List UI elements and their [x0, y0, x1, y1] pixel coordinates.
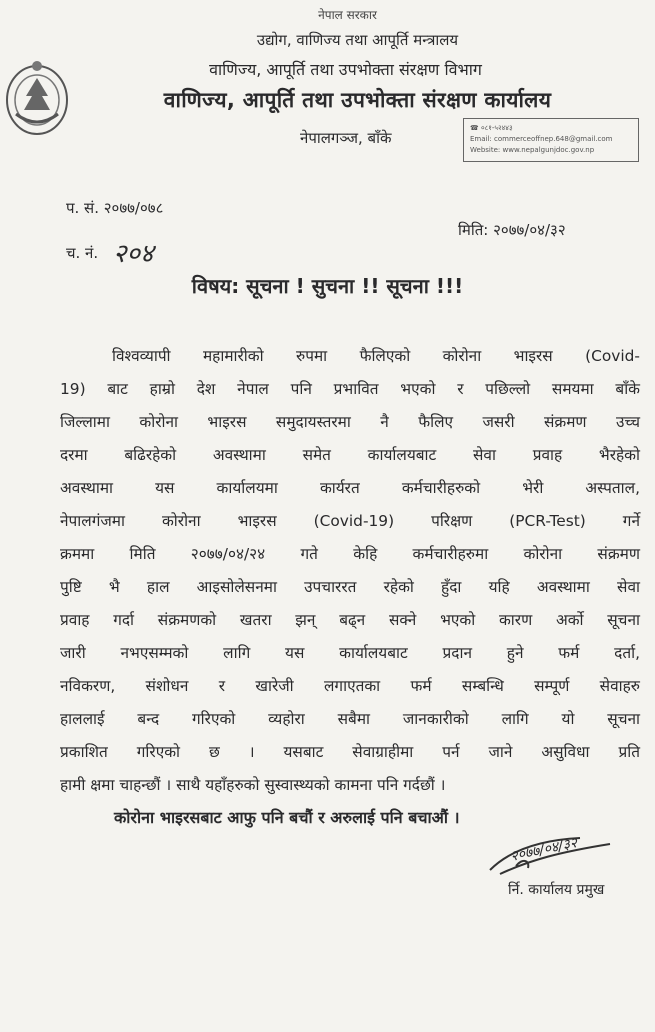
contact-website: Website: www.nepalgunjdoc.gov.np: [470, 146, 595, 154]
office-heading: वाणिज्य, आपूर्ति तथा उपभोक्ता संरक्षण कार्यालय: [163, 88, 552, 112]
body-line: 19) बाट हाम्रो देश नेपाल पनि प्रभावित भएको र पछिल्लो समयमा बाँके: [60, 380, 640, 398]
letter-date: मिति: २०७७/०४/३२: [458, 221, 566, 239]
dispatch-number-label: च. नं.: [66, 244, 99, 262]
body-line: जारी नभएसम्मको लागि यस कार्यालयबाट प्रदान हुने फर्म दर्ता,: [60, 644, 640, 662]
closing-slogan: कोरोना भाइरसबाट आफु पनि बचौं र अरुलाई पनि बचाऔं ।: [114, 808, 460, 827]
dispatch-number-row: [66, 230, 154, 269]
body-line: जिल्लामा कोरोना भाइरस समुदायस्तरमा नै फैलिए जसरी संक्रमण उच्च: [60, 413, 640, 431]
govt-heading: नेपाल सरकार: [318, 8, 377, 22]
ministry-heading: उद्योग, वाणिज्य तथा आपूर्ति मन्त्रालय: [256, 31, 459, 49]
body-line: दरमा बढिरहेको अवस्थामा समेत कार्यालयबाट सेवा प्रवाह भैरहेको: [60, 446, 640, 464]
body-line: हाललाई बन्द गरिएको व्यहोरा सबैमा जानकारीको लागि यो सूचना: [60, 710, 640, 728]
department-heading: वाणिज्य, आपूर्ति तथा उपभोक्ता संरक्षण विभाग: [209, 60, 482, 79]
contact-email: Email: commerceoffnep.648@gmail.com: [470, 135, 613, 143]
body-line: पुष्टि भै हाल आइसोलेसनमा उपचाररत रहेको हुँदा यहि अवस्थामा सेवा: [60, 578, 640, 596]
dispatch-number: २०४: [112, 239, 154, 269]
body-line: हामी क्षमा चाहन्छौं । साथै यहाँहरुको सुस्वास्थ्यको कामना पनि गर्दछौं ।: [60, 776, 446, 794]
signatory-title: र्नि. कार्यालय प्रमुख: [508, 882, 605, 898]
body-line: अवस्थामा यस कार्यालयमा कार्यरत कर्मचारीहरुको भेरी अस्पताल,: [60, 479, 640, 497]
office-location: नेपालगञ्ज, बाँके: [300, 129, 392, 147]
letter-reference-number: प. सं. २०७७/०७८: [66, 199, 164, 217]
body-line: प्रवाह गर्दा संक्रमणको खतरा झन् बढ्न सक्ने भएको कारण अर्को सूचना: [60, 611, 640, 629]
body-line: नविकरण, संशोधन र खारेजी लगाएतका फर्म सम्बन्धि सम्पूर्ण सेवाहरु: [60, 677, 640, 695]
body-line: विश्वव्यापी महामारीको रुपमा फैलिएको कोरोना भाइरस (Covid-: [112, 347, 640, 365]
body-line: प्रकाशित गरिएको छ । यसबाट सेवाग्राहीमा पर्न जाने असुविधा प्रति: [60, 743, 640, 761]
notice-subject: विषय: सूचना ! सुचना !! सूचना !!!: [191, 274, 464, 298]
notice-body: [60, 340, 640, 802]
body-line: क्रममा मिति २०७७/०४/२४ गते केहि कर्मचारीहरुमा कोरोना संक्रमण: [60, 545, 640, 563]
contact-phone: ☎ ०८१-५२४४३: [470, 124, 513, 132]
body-line: नेपालगंजमा कोरोना भाइरस (Covid-19) परिक्षण (PCR-Test) गर्ने: [60, 512, 640, 530]
signature-date: २०७७/०४/३२: [509, 835, 579, 865]
contact-box: [463, 118, 639, 162]
